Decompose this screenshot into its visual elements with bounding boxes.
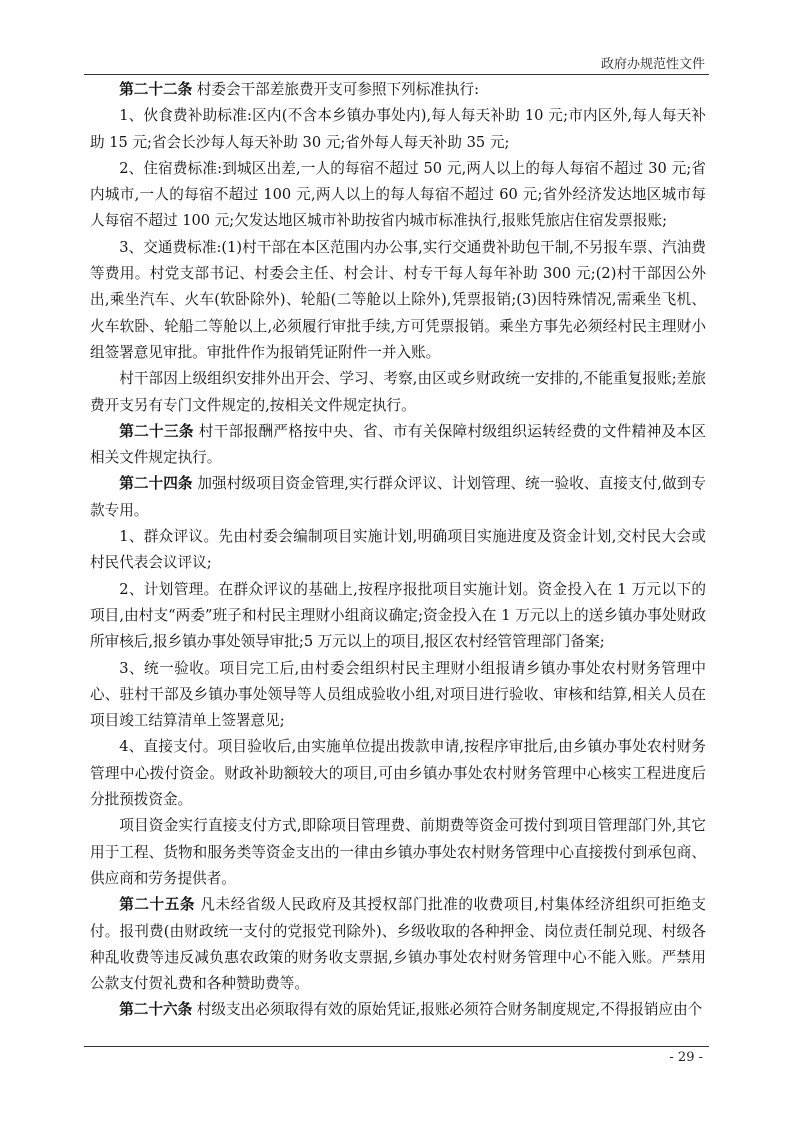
article-26: [90, 997, 706, 1023]
paragraph: [90, 366, 706, 419]
article-23: [90, 419, 706, 472]
paragraph-text: 2、住宿费标准:到城区出差,一人的每宿不超过 50 元,两人以上的每人每宿不超过 30 元;省内城市,一人的每宿不超过 100 元,两人以上的每人每宿不超过 60 元;省外经济发达地区城市每人每宿不超过 100 元;欠发达地区城市补助按省内城市标准执行,报账凭旅店住宿发票报账;: [90, 159, 706, 230]
paragraph-text: 村级支出必须取得有效的原始凭证,报账必须符合财务制度规定,不得报销应由个: [192, 1001, 703, 1019]
paragraph-text: 凡未经省级人民政府及其授权部门批准的收费项目,村集体经济组织可拒绝支付。报刊费(由财政统一支付的党报党刊除外)、乡级收取的各种押金、岗位责任制兑现、村级各种乱收费等违反减负惠农政策的财务收支票据,乡镇办事处农村财务管理中心不能入账。严禁用公款支付贺礼费和各种赞助费等。: [90, 896, 706, 993]
article-25: [90, 892, 706, 997]
article-lead: 第二十三条: [119, 422, 194, 440]
article-lead: 第二十二条: [119, 81, 193, 98]
article-lead: 第二十四条: [119, 475, 193, 493]
paragraph: [90, 156, 706, 235]
paragraph-text: 1、伙食费补助标准:区内(不含本乡镇办事处内),每人每天补助 10 元;市内区外,每人每天补助 15 元;省会长沙每人每天补助 30 元;省外每人每天补助 35 元;: [90, 107, 706, 151]
paragraph: [90, 734, 706, 813]
document-header-title: 政府办规范性文件: [600, 57, 705, 72]
paragraph: [90, 813, 706, 892]
article-lead: 第二十五条: [119, 896, 196, 914]
paragraph: [90, 577, 706, 656]
document-body: [90, 77, 706, 1024]
paragraph-text: 村干部报酬严格按中央、省、市有关保障村级组织运转经费的文件精神及本区相关文件规定执行。: [90, 422, 706, 467]
paragraph-text: 加强村级项目资金管理,实行群众评议、计划管理、统一验收、直接支付,做到专款专用。: [90, 475, 706, 519]
paragraph-text: 3、统一验收。项目完工后,由村委会组织村民主理财小组报请乡镇办事处农村财务管理中心、驻村干部及乡镇办事处领导等人员组成验收小组,对项目进行验收、审核和结算,相关人员在项目竣工结算清单上签署意见;: [90, 659, 706, 730]
article-lead: 第二十六条: [119, 1001, 193, 1019]
paragraph-text: 4、直接支付。项目验收后,由实施单位提出拨款申请,按程序审批后,由乡镇办事处农村财务管理中心拨付资金。财政补助额较大的项目,可由乡镇办事处农村财务管理中心核实工程进度后分批预拨资金。: [90, 738, 706, 809]
paragraph: [90, 235, 706, 366]
paragraph: [90, 103, 706, 156]
paragraph-text: 村干部因上级组织安排外出开会、学习、考察,由区或乡财政统一安排的,不能重复报账;差旅费开支另有专门文件规定的,按相关文件规定执行。: [90, 370, 706, 414]
paragraph-text: 1、群众评议。先由村委会编制项目实施计划,明确项目实施进度及资金计划,交村民大会或村民代表会议评议;: [90, 528, 706, 572]
footer-divider: [84, 1046, 709, 1047]
article-24: [90, 471, 706, 524]
header-divider: [84, 74, 709, 75]
page-number: - 29 -: [669, 1050, 703, 1065]
paragraph-text: 3、交通费标准:(1)村干部在本区范围内办公事,实行交通费补助包干制,不另报车票、汽油费等费用。村党支部书记、村委会主任、村会计、村专干每人每年补助 300 元;(2)村干部因公外出,乘坐汽车、火车(软卧除外)、轮船(二等舱以上除外),凭票报销;(3)因特殊情况,需乘坐飞机、火车软卧、轮船二等舱以上,必须履行审批手续,方可凭票报销。乘坐方事先必须经村民主理财小组签署意见审批。审批件作为报销凭证附件一并入账。: [90, 238, 706, 361]
paragraph-text: 村委会干部差旅费开支可参照下列标准执行:: [192, 81, 480, 98]
paragraph-text: 2、计划管理。在群众评议的基础上,按程序报批项目实施计划。资金投入在 1 万元以下的项目,由村支“两委”班子和村民主理财小组商议确定;资金投入在 1 万元以上的送乡镇办事处财政所审核后,报乡镇办事处领导审批;5 万元以上的项目,报区农村经管管理部门备案;: [90, 580, 706, 651]
article-22: [90, 77, 706, 103]
paragraph-text: 项目资金实行直接支付方式,即除项目管理费、前期费等资金可拨付到项目管理部门外,其它用于工程、货物和服务类等资金支出的一律由乡镇办事处农村财务管理中心直接拨付到承包商、供应商和劳务提供者。: [90, 817, 706, 887]
paragraph: [90, 656, 706, 735]
paragraph: [90, 524, 706, 577]
